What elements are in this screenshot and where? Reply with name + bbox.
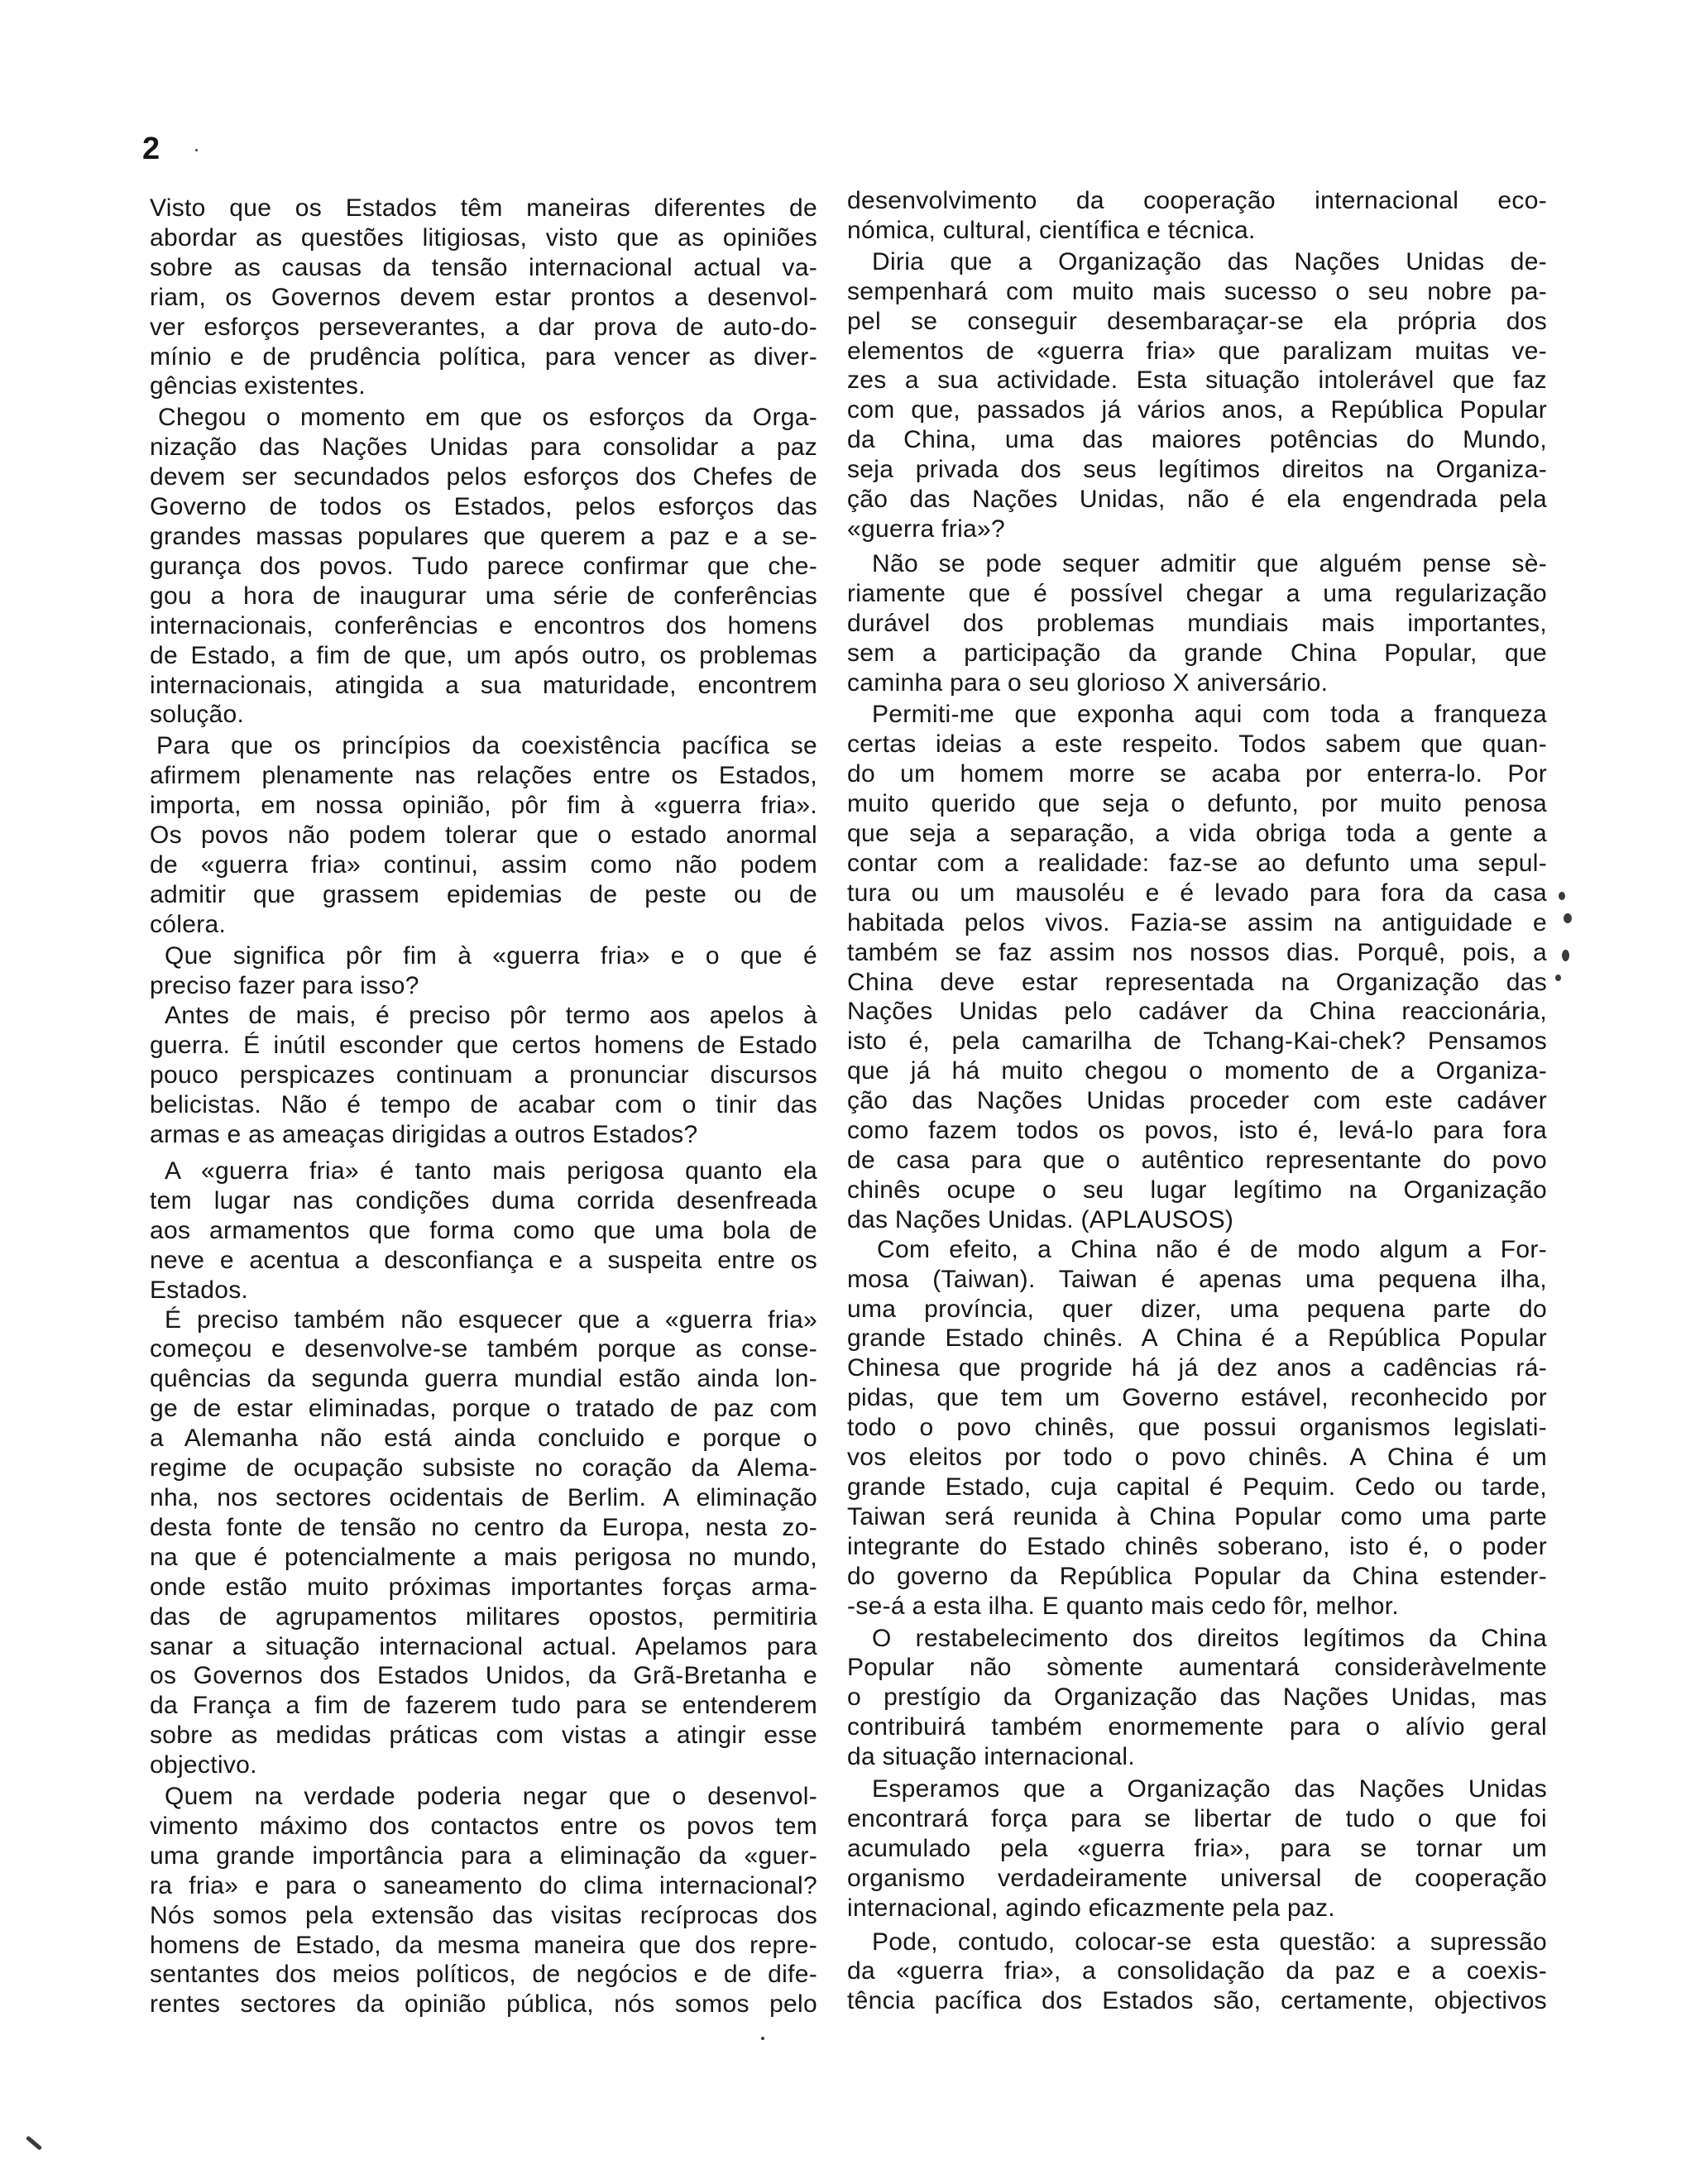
text-line: cólera. bbox=[150, 910, 227, 938]
text-line: que seja a separação, a vida obriga toda a gente a bbox=[847, 820, 1547, 848]
text-line: nização das Nações Unidas para consolidar a paz bbox=[150, 433, 817, 462]
paragraph bbox=[847, 549, 1547, 698]
text-line: Governo de todos os Estados, pelos esforços das bbox=[150, 493, 817, 521]
text-line: Permiti-me que exponha aqui com toda a franqueza bbox=[872, 701, 1547, 729]
text-line: Chegou o momento em que os esforços da Orga- bbox=[158, 404, 817, 432]
text-line: Os povos não podem tolerar que o estado anormal bbox=[150, 821, 817, 850]
text-line: os Governos dos Estados Unidos, da Grã-Bretanha e bbox=[150, 1662, 817, 1690]
text-line: homens de Estado, da mesma maneira que dos repre- bbox=[150, 1931, 817, 1959]
text-line: começou e desenvolve-se também porque as conse- bbox=[150, 1335, 817, 1363]
text-line: aos armamentos que forma como que uma bola de bbox=[150, 1216, 817, 1244]
text-line: da França a fim de fazerem tudo para se entenderem bbox=[150, 1692, 817, 1720]
text-line: devem ser secundados pelos esforços dos Chefes de bbox=[150, 463, 817, 491]
scan-speck bbox=[1564, 913, 1572, 923]
text-line: da situação internacional. bbox=[847, 1743, 1136, 1771]
text-line: caminha para o seu glorioso X aniversário. bbox=[847, 668, 1329, 697]
text-line: «guerra fria»? bbox=[847, 515, 1005, 543]
paragraph bbox=[847, 247, 1547, 544]
paragraph bbox=[150, 194, 817, 401]
text-line: do governo da República Popular da China estender- bbox=[847, 1562, 1547, 1590]
text-line: sem a participação da grande China Popular, que bbox=[847, 639, 1547, 667]
text-line: -se-á a esta ilha. E quanto mais cedo fôr, melhor. bbox=[847, 1592, 1400, 1620]
text-line: afirmem plenamente nas relações entre os Estados, bbox=[150, 762, 817, 790]
text-line: sobre as causas da tensão internacional actual va- bbox=[150, 253, 817, 281]
text-line: contar com a realidade: faz-se ao defunto uma sepul- bbox=[847, 849, 1547, 877]
text-line: Diria que a Organização das Nações Unidas de- bbox=[872, 247, 1547, 275]
text-line: rentes sectores da opinião pública, nós somos pelo bbox=[150, 1990, 817, 2019]
paragraph bbox=[847, 1774, 1547, 1923]
text-line: Popular não sòmente aumentará consideràvelmente bbox=[847, 1654, 1547, 1682]
text-line: O restabelecimento dos direitos legítimos da China bbox=[872, 1624, 1547, 1652]
text-line: sentantes dos meios políticos, de negócios e de dife- bbox=[150, 1961, 817, 1989]
text-line: o prestígio da Organização das Nações Unidas, mas bbox=[847, 1684, 1547, 1712]
text-line: sobre as medidas práticas com vistas a atingir esse bbox=[150, 1722, 817, 1750]
text-line: organismo verdadeiramente universal de cooperação bbox=[847, 1864, 1547, 1892]
text-line: gou a hora de inaugurar uma série de conferências bbox=[150, 582, 817, 610]
text-line: Estados. bbox=[150, 1276, 249, 1304]
text-line: solução. bbox=[150, 701, 245, 729]
text-line: durável dos problemas mundiais mais importantes, bbox=[847, 609, 1547, 637]
text-line: pidas, que tem um Governo estável, reconhecido por bbox=[847, 1384, 1547, 1412]
scan-speck bbox=[1559, 892, 1565, 900]
text-line: ge de estar eliminadas, porque o tratado de paz com bbox=[150, 1395, 817, 1423]
text-line: Que significa pôr fim à «guerra fria» e o que é bbox=[165, 941, 817, 970]
text-line: pouco perspicazes continuam a pronunciar discursos bbox=[150, 1061, 817, 1090]
text-line: gurança dos povos. Tudo parece confirmar que che- bbox=[150, 552, 817, 580]
text-line: internacionais, atingida a sua maturidade, encontrem bbox=[150, 671, 817, 699]
text-line: Pode, contudo, colocar-se esta questão: a supressão bbox=[872, 1928, 1547, 1956]
paragraph bbox=[847, 186, 1547, 246]
text-line: neve e acentua a desconfiança e a suspeita entre os bbox=[150, 1246, 817, 1274]
text-line: importa, em nossa opinião, pôr fim à «guerra fria». bbox=[150, 792, 817, 820]
text-line: sanar a situação internacional actual. Apelamos para bbox=[150, 1632, 817, 1660]
text-line: riamente que é possível chegar a uma regularização bbox=[847, 579, 1547, 607]
paragraph bbox=[150, 1001, 817, 1150]
text-line: internacional, agindo eficazmente pela paz. bbox=[847, 1894, 1335, 1922]
text-line: também se faz assim nos nossos dias. Porquê, pois, a bbox=[847, 938, 1547, 966]
text-line: A «guerra fria» é tanto mais perigosa quanto ela bbox=[165, 1157, 817, 1185]
text-line: todo o povo chinês, que possui organismos legislati- bbox=[847, 1414, 1547, 1442]
paragraph bbox=[847, 1928, 1547, 2017]
text-line: nha, nos sectores ocidentais de Berlim. A eliminação bbox=[150, 1483, 817, 1511]
text-line: encontrará força para se libertar de tudo o que foi bbox=[847, 1804, 1547, 1832]
text-line: mosa (Taiwan). Taiwan é apenas uma pequena ilha, bbox=[847, 1265, 1547, 1293]
text-line: riam, os Governos devem estar prontos a desenvol- bbox=[150, 283, 817, 311]
text-line: Com efeito, a China não é de modo algum a For- bbox=[877, 1235, 1547, 1263]
scan-speck bbox=[1555, 975, 1561, 981]
text-line: nómica, cultural, científica e técnica. bbox=[847, 216, 1256, 244]
text-line: da «guerra fria», a consolidação da paz e a coexis- bbox=[847, 1957, 1547, 1985]
text-line: que já há muito chegou o momento de a Organiza- bbox=[847, 1057, 1547, 1085]
text-line: do um homem morre se acaba por enterra-lo. Por bbox=[847, 760, 1547, 788]
text-line: preciso fazer para isso? bbox=[150, 971, 419, 999]
text-line: vimento máximo dos contactos entre os povos tem bbox=[150, 1812, 817, 1840]
text-line: Nós somos pela extensão das visitas recíprocas dos bbox=[150, 1901, 817, 1929]
text-line: com que, passados já vários anos, a República Popular bbox=[847, 396, 1547, 424]
text-line: tem lugar nas condições duma corrida desenfreada bbox=[150, 1186, 817, 1214]
text-line: vos eleitos por todo o povo chinês. A China é um bbox=[847, 1444, 1547, 1472]
text-line: grande Estado chinês. A China é a República Popular bbox=[847, 1324, 1547, 1353]
text-line: a Alemanha não está ainda concluido e porque o bbox=[150, 1425, 817, 1453]
scan-speck bbox=[1562, 950, 1569, 961]
text-line: objectivo. bbox=[150, 1751, 257, 1779]
text-line: isto é, pela camarilha de Tchang-Kai-chek? Pensamos bbox=[847, 1027, 1547, 1056]
text-line: certas ideias a este respeito. Todos sabem que quan- bbox=[847, 730, 1547, 759]
text-line: ra fria» e para o saneamento do clima internacional? bbox=[150, 1871, 817, 1899]
text-line: Visto que os Estados têm maneiras diferentes de bbox=[150, 194, 817, 222]
text-line: acumulado pela «guerra fria», para se tornar um bbox=[847, 1834, 1547, 1862]
text-line: habitada pelos vivos. Fazia-se assim na antiguidade e bbox=[847, 908, 1547, 936]
text-line: na que é potencialmente a mais perigosa no mundo, bbox=[150, 1543, 817, 1571]
text-line: admitir que grassem epidemias de peste ou de bbox=[150, 880, 817, 908]
paragraph bbox=[150, 1305, 817, 1781]
text-line: guerra. É inútil esconder que certos homens de Estado bbox=[150, 1032, 817, 1060]
text-line: gências existentes. bbox=[150, 372, 366, 400]
text-line: Nações Unidas pelo cadáver da China reaccionária, bbox=[847, 998, 1547, 1026]
text-line: uma grande importância para a eliminação da «guer- bbox=[150, 1842, 817, 1870]
text-line: mínio e de prudência política, para vencer as diver- bbox=[150, 342, 817, 371]
page-number: 2 bbox=[142, 132, 160, 166]
text-line: sempenhará com muito mais sucesso o seu nobre pa- bbox=[847, 277, 1547, 305]
text-line: muito querido que seja o defunto, por muito penosa bbox=[847, 790, 1547, 818]
text-line: uma província, quer dizer, uma pequena parte do bbox=[847, 1295, 1547, 1323]
scan-speck bbox=[195, 149, 198, 151]
text-line: China deve estar representada na Organização das bbox=[847, 968, 1547, 996]
paragraph bbox=[150, 731, 817, 939]
scan-speck bbox=[761, 2037, 764, 2040]
text-line: seja privada dos seus legítimos direitos na Organiza- bbox=[847, 456, 1547, 484]
text-line: integrante do Estado chinês soberano, isto é, o poder bbox=[847, 1532, 1547, 1560]
text-line: tência pacífica dos Estados são, certamente, objectivos bbox=[847, 1987, 1547, 2015]
paragraph bbox=[847, 1235, 1547, 1621]
text-line: ver esforços perseverantes, a dar prova de auto-do- bbox=[150, 313, 817, 341]
text-line: abordar as questões litigiosas, visto que as opiniões bbox=[150, 223, 817, 251]
text-line: quências da segunda guerra mundial estão ainda lon- bbox=[150, 1365, 817, 1393]
text-line: Chinesa que progride há já dez anos a cadências rá- bbox=[847, 1354, 1547, 1382]
text-line: da China, uma das maiores potências do Mundo, bbox=[847, 426, 1547, 454]
text-line: elementos de «guerra fria» que paralizam muitas ve- bbox=[847, 337, 1547, 365]
scan-speck bbox=[26, 2136, 42, 2151]
paragraph bbox=[150, 941, 817, 1001]
left-column bbox=[150, 194, 817, 2019]
text-line: chinês ocupe o seu lugar legítimo na Organização bbox=[847, 1176, 1547, 1204]
text-line: pel se conseguir desembaraçar-se ela própria dos bbox=[847, 307, 1547, 335]
text-line: Não se pode sequer admitir que alguém pense sè- bbox=[872, 549, 1547, 577]
text-line: Antes de mais, é preciso pôr termo aos apelos à bbox=[165, 1002, 817, 1030]
text-line: tura ou um mausoléu e é levado para fora da casa bbox=[847, 879, 1547, 907]
text-line: Quem na verdade poderia negar que o desenvol- bbox=[165, 1783, 817, 1811]
text-line: de «guerra fria» continui, assim como não podem bbox=[150, 850, 817, 879]
text-line: internacionais, conferências e encontros dos homens bbox=[150, 611, 817, 639]
text-line: belicistas. Não é tempo de acabar com o tinir das bbox=[150, 1091, 817, 1119]
paragraph bbox=[150, 1157, 817, 1305]
text-line: de casa para que o autêntico representante do povo bbox=[847, 1147, 1547, 1174]
text-line: onde estão muito próximas importantes forças arma- bbox=[150, 1573, 817, 1601]
paragraph bbox=[847, 1624, 1547, 1773]
paragraph bbox=[150, 403, 817, 730]
paragraph bbox=[847, 700, 1547, 1234]
text-line: Esperamos que a Organização das Nações Unidas bbox=[872, 1775, 1547, 1803]
text-line: grande Estado, cuja capital é Pequim. Cedo ou tarde, bbox=[847, 1473, 1547, 1501]
text-line: desta fonte de tensão no centro da Europa, nesta zo- bbox=[150, 1513, 817, 1541]
text-line: Taiwan será reunida à China Popular como uma parte bbox=[847, 1502, 1547, 1530]
text-line: ção das Nações Unidas proceder com este cadáver bbox=[847, 1087, 1547, 1115]
text-line: armas e as ameaças dirigidas a outros Estados? bbox=[150, 1121, 698, 1149]
text-line: Para que os princípios da coexistência pacífica se bbox=[156, 732, 817, 760]
text-line: regime de ocupação subsiste no coração da Alema- bbox=[150, 1454, 817, 1482]
text-line: das Nações Unidas. (APLAUSOS) bbox=[847, 1205, 1234, 1233]
text-line: zes a sua actividade. Esta situação intolerável que faz bbox=[847, 366, 1547, 395]
text-line: grandes massas populares que querem a paz e a se- bbox=[150, 522, 817, 550]
text-line: É preciso também não esquecer que a «guerra fria» bbox=[165, 1305, 817, 1334]
text-line: de Estado, a fim de que, um após outro, os problemas bbox=[150, 641, 817, 669]
text-line: contribuirá também enormemente para o alívio geral bbox=[847, 1713, 1547, 1741]
text-line: ção das Nações Unidas, não é ela engendrada pela bbox=[847, 486, 1547, 514]
text-line: desenvolvimento da cooperação internacional eco- bbox=[847, 187, 1547, 214]
paragraph bbox=[150, 1782, 817, 2019]
text-line: como fazem todos os povos, isto é, levá-lo para fora bbox=[847, 1117, 1547, 1145]
right-column bbox=[847, 186, 1547, 2016]
text-line: das de agrupamentos militares opostos, permitiria bbox=[150, 1602, 817, 1631]
